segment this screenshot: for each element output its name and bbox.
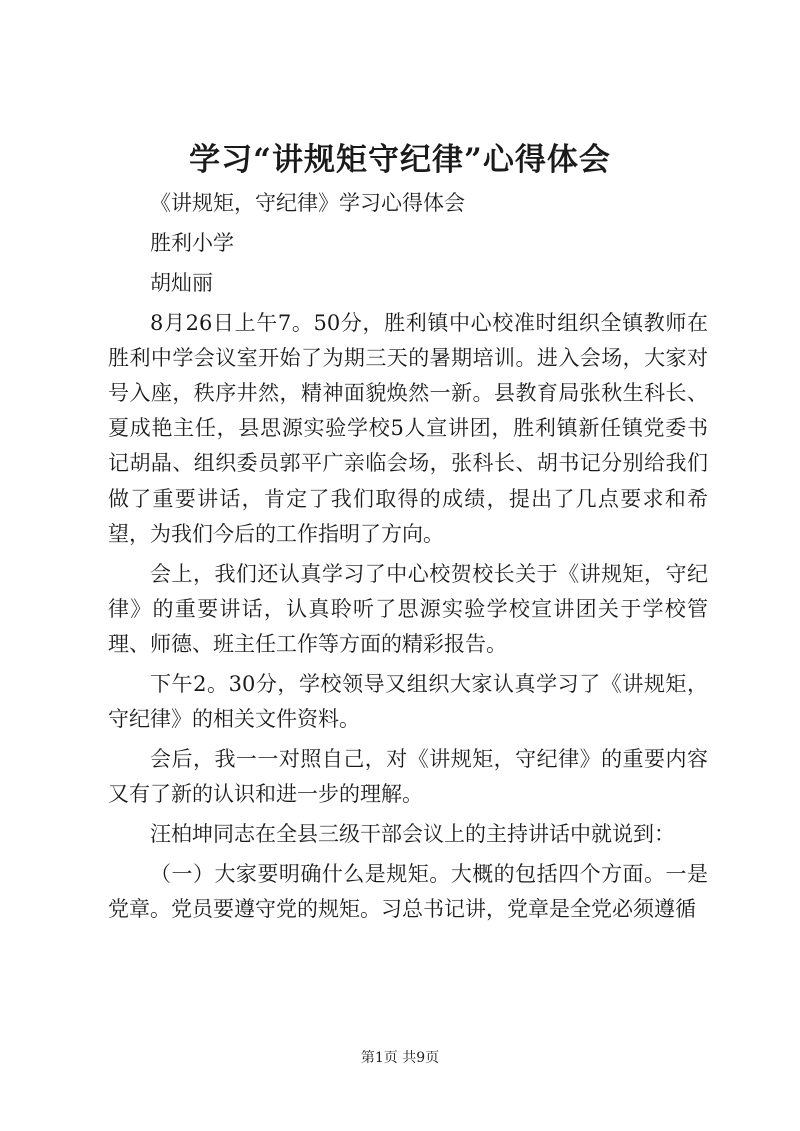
school-name: 胜利小学 [150, 230, 234, 255]
body-paragraph: 汪柏坤同志在全县三级干部会议上的主持讲话中就说到： [150, 822, 675, 847]
body-paragraph: 会上，我们还认真学习了中心校贺校长关于《讲规矩，守纪律》的重要讲话，认真聆听了思源实验学校宣讲团关于学校管理、师德、班主任工作等方面的精彩报告。 [108, 561, 708, 657]
body-paragraph: 下午2。30分，学校领导又组织大家认真学习了《讲规矩，守纪律》的相关文件资料。 [108, 672, 708, 732]
body-paragraph: （一）大家要明确什么是规矩。大概的包括四个方面。一是党章。党员要遵守党的规矩。习总书记讲，党章是全党必须遵循 [108, 862, 708, 922]
page-footer: 第1页 共9页 [360, 1050, 440, 1066]
document-title: 学习“讲规矩守纪律”心得体会 [189, 142, 611, 178]
document-body [108, 186, 708, 932]
body-paragraph: 8月26日上午7。50分，胜利镇中心校准时组织全镇教师在胜利中学会议室开始了为期三天的暑期培训。进入会场，大家对号入座，秩序井然，精神面貌焕然一新。县教育局张秋生科长、夏成艳主任，县思源实验学校5人宣讲团，胜利镇新任镇党委书记胡晶、组织委员郭平广亲临会场，张科长、胡书记分别给我们做了重要讲话，肯定了我们取得的成绩，提出了几点要求和希望，为我们今后的工作指明了方向。 [108, 310, 708, 546]
author-name: 胡灿丽 [150, 270, 213, 295]
subtitle-paragraph: 《讲规矩，守纪律》学习心得体会 [150, 191, 465, 215]
body-paragraph: 会后，我一一对照自己，对《讲规矩，守纪律》的重要内容又有了新的认识和进一步的理解。 [108, 747, 708, 807]
